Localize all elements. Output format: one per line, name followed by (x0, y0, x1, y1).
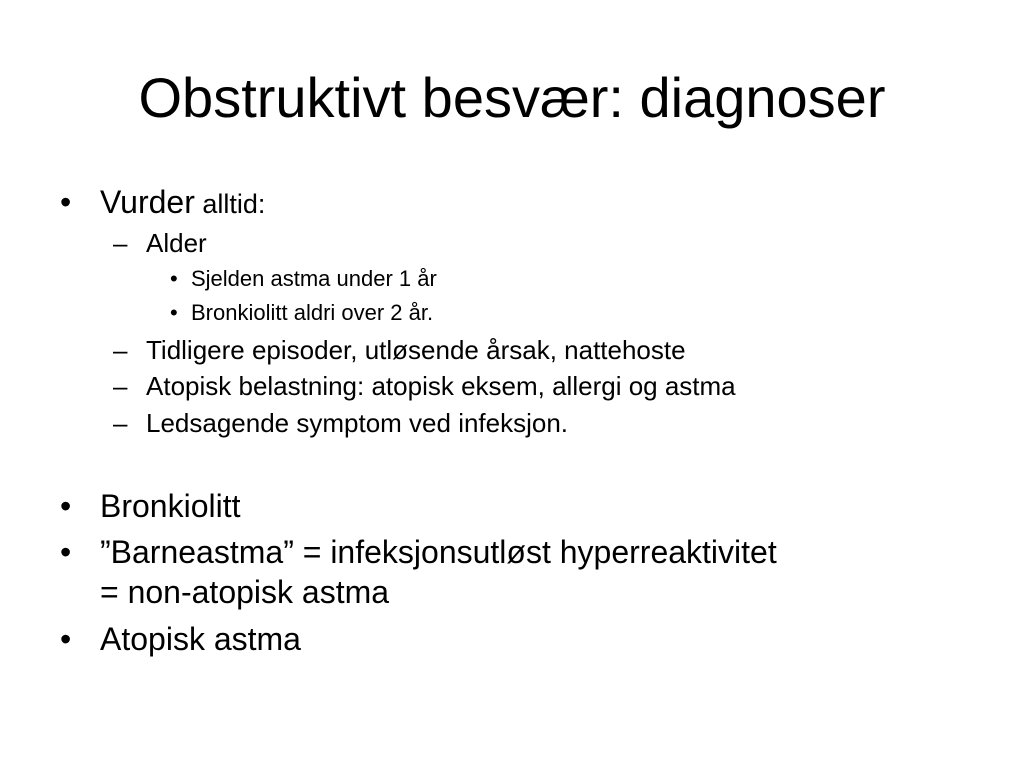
sub-sub-item-label: Sjelden astma under 1 år (191, 266, 437, 291)
list-item-label-line1: ”Barneastma” = infeksjonsutløst hyperreaktivitet (100, 534, 777, 570)
bullet-marker: • (170, 266, 178, 291)
bullet-marker: • (170, 300, 178, 325)
bullet-marker: • (60, 621, 72, 657)
sub-item-atopisk-belastning (0, 371, 1024, 401)
sub-item-label: Tidligere episoder, utløsende årsak, nattehoste (146, 335, 686, 365)
list-item-label-line2: = non-atopisk astma (100, 574, 390, 610)
sub-sub-item-sjelden (0, 266, 1024, 292)
sub-item-label: Ledsagende symptom ved infeksjon. (146, 408, 569, 438)
bullet-marker: • (60, 488, 72, 524)
sub-item-ledsagende (0, 408, 1024, 438)
list-item-label: Atopisk astma (100, 621, 301, 657)
dash-marker: – (113, 335, 128, 365)
sub-sub-item-bronkiolitt-aldri (0, 300, 1024, 326)
slide-title: Obstruktivt besvær: diagnoser (138, 66, 886, 129)
list-item-bronkiolitt (0, 488, 1024, 524)
sub-item-alder (0, 228, 1024, 258)
sub-item-label: Alder (146, 228, 207, 258)
sub-sub-item-label: Bronkiolitt aldri over 2 år. (191, 300, 434, 325)
list-item-label: Bronkiolitt (100, 488, 241, 524)
list-item-barneastma-continuation (0, 574, 1024, 610)
dash-marker: – (113, 408, 128, 438)
sub-item-tidligere (0, 335, 1024, 365)
dash-marker: – (113, 228, 128, 258)
list-item-barneastma (0, 534, 1024, 570)
dash-marker: – (113, 371, 128, 401)
list-item-atopisk-astma (0, 621, 1024, 657)
list-item-label: Vurder alltid: (100, 184, 266, 220)
sub-item-label: Atopisk belastning: atopisk eksem, allergi og astma (146, 371, 736, 401)
list-item-vurder (0, 184, 1024, 220)
bullet-marker: • (60, 534, 72, 570)
bullet-marker: • (60, 184, 72, 220)
